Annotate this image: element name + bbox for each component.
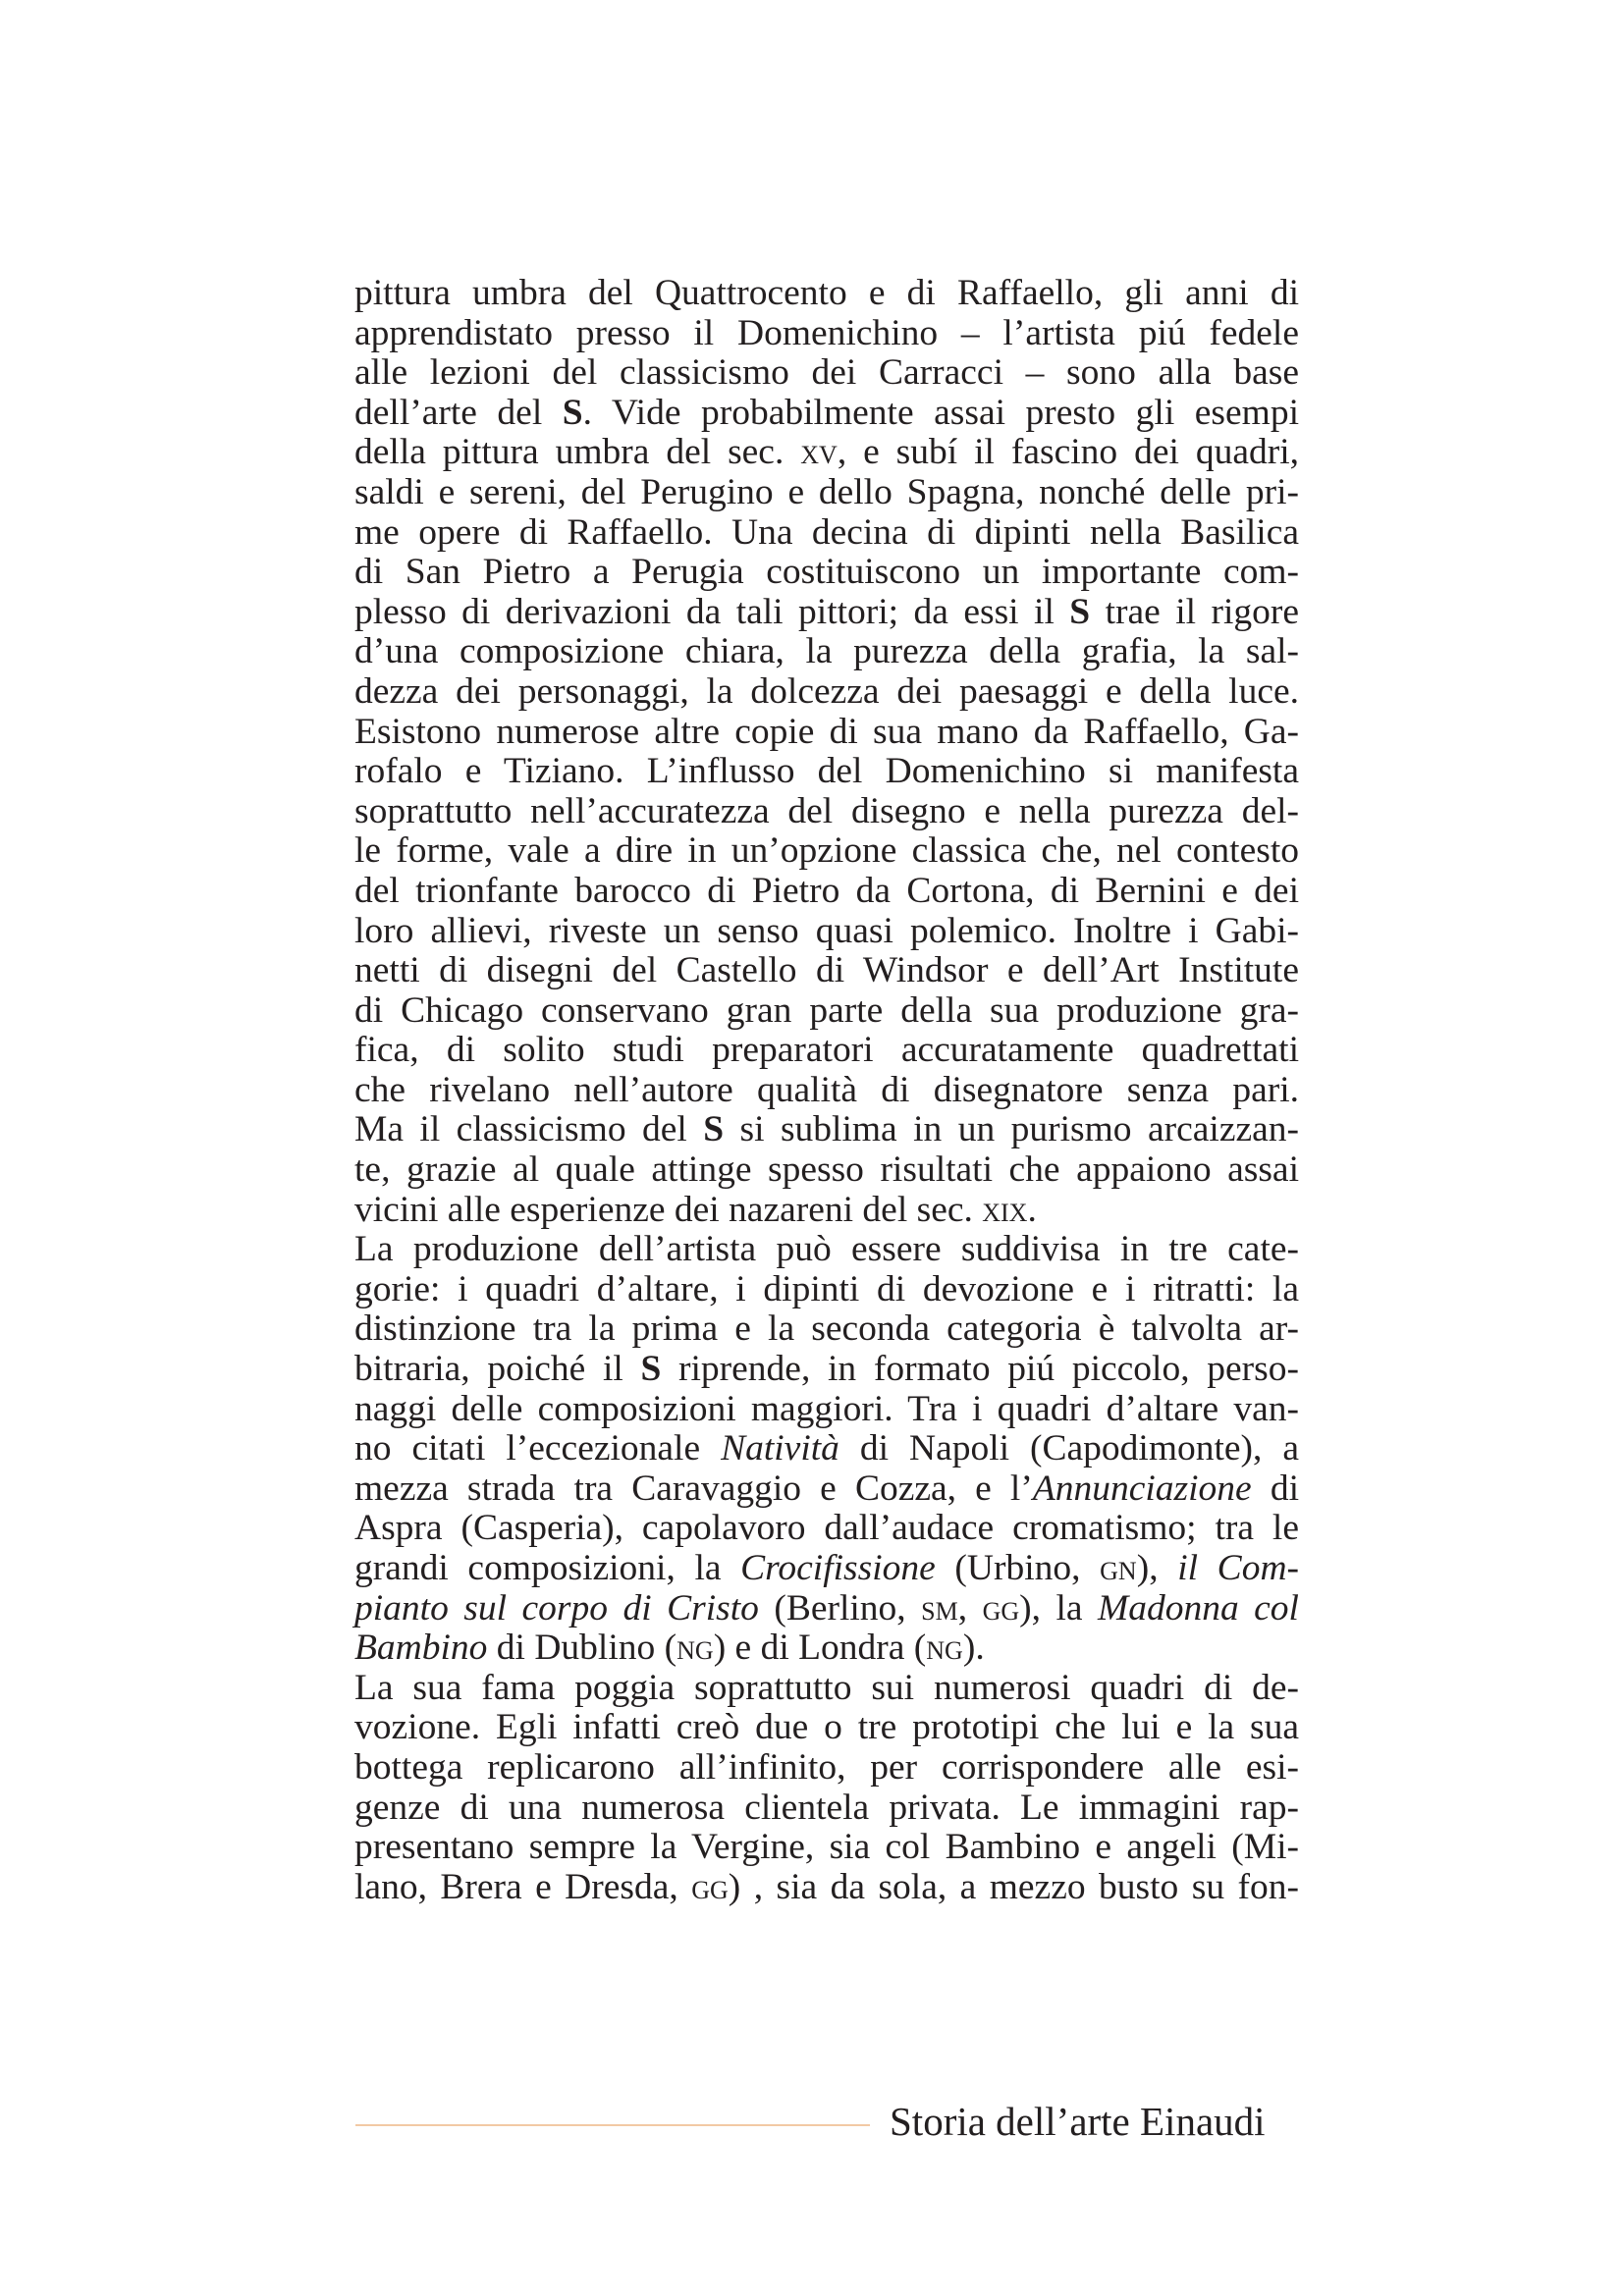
text-line: pianto sul corpo di Cristo (Berlino, sm, gg), la Madonna col	[354, 1587, 1299, 1629]
text-line: di San Pietro a Perugia costituiscono un importante com-	[354, 552, 1299, 593]
artwork-title: Natività	[721, 1428, 839, 1469]
text-line: distinzione tra la prima e la seconda categoria è talvolta ar-	[354, 1308, 1299, 1350]
artist-initial: S	[562, 392, 583, 433]
text-line: Ma il classicismo del S si sublima in un purismo arcaizzan-	[354, 1109, 1299, 1150]
text-line: Bambino di Dublino (ng) e di Londra (ng).	[354, 1628, 985, 1669]
century-numeral: xix	[982, 1189, 1028, 1230]
artwork-title: Annunciazione	[1032, 1468, 1252, 1509]
text-line: vozione. Egli infatti creò due o tre prototipi che lui e la sua	[354, 1707, 1299, 1748]
artist-initial: S	[1069, 591, 1091, 632]
text-line: bitraria, poiché il S riprende, in formato piú piccolo, perso-	[354, 1349, 1299, 1390]
text-line: d’una composizione chiara, la purezza della grafia, la sal-	[354, 631, 1299, 672]
artwork-title: Crocifissione	[740, 1548, 936, 1588]
body-text	[354, 274, 1299, 1907]
text-line: che rivelano nell’autore qualità di disegnatore senza pari.	[354, 1069, 1299, 1110]
text-line: loro allievi, riveste un senso quasi polemico. Inoltre i Gabi-	[354, 910, 1299, 951]
text-line: La sua fama poggia soprattutto sui numerosi quadri di de-	[354, 1667, 1299, 1708]
artist-initial: S	[703, 1109, 725, 1150]
text-line: vicini alle esperienze dei nazareni del sec. xix.	[354, 1189, 1037, 1230]
artist-initial: S	[640, 1349, 662, 1390]
museum-abbrev: sm	[921, 1587, 958, 1629]
text-line: mezza strada tra Caravaggio e Cozza, e l’Annunciazione di	[354, 1468, 1300, 1509]
text-line: di Chicago conservano gran parte della sua produzione gra-	[354, 989, 1299, 1031]
museum-abbrev: gn	[1100, 1548, 1137, 1588]
artwork-title: pianto sul corpo di Cristo	[354, 1587, 759, 1629]
text-line: saldi e sereni, del Perugino e dello Spagna, nonché delle pri-	[354, 471, 1299, 512]
text-line: no citati l’eccezionale Natività di Napoli (Capodimonte), a	[354, 1428, 1299, 1469]
text-line: genze di una numerosa clientela privata. Le immagini rap-	[354, 1787, 1299, 1828]
text-line: plesso di derivazioni da tali pittori; da essi il S trae il rigore	[354, 591, 1300, 632]
text-line: presentano sempre la Vergine, sia col Bambino e angeli (Mi-	[354, 1827, 1299, 1868]
text-line: grandi composizioni, la Crocifissione (Urbino, gn), il Com-	[354, 1548, 1300, 1588]
text-line: gorie: i quadri d’altare, i dipinti di devozione e i ritratti: la	[354, 1268, 1299, 1309]
text-line: Esistono numerose altre copie di sua mano da Raffaello, Ga-	[354, 711, 1299, 752]
text-line: fica, di solito studi preparatori accuratamente quadrettati	[354, 1030, 1299, 1071]
text-line: La produzione dell’artista può essere suddivisa in tre cate-	[354, 1229, 1299, 1270]
artwork-title: Bambino	[354, 1628, 488, 1669]
text-line: dell’arte del S. Vide probabilmente assai presto gli esempi	[354, 392, 1299, 433]
footer-divider	[355, 2124, 870, 2126]
text-line: soprattutto nell’accuratezza del disegno e nella purezza del-	[354, 790, 1299, 831]
museum-abbrev: gg	[691, 1866, 729, 1907]
artwork-title: Madonna col	[1097, 1587, 1299, 1629]
text-line: netti di disegni del Castello di Windsor e dell’Art Institute	[354, 950, 1299, 991]
museum-abbrev: gg	[982, 1587, 1020, 1629]
text-line: della pittura umbra del sec. xv, e subí il fascino dei quadri,	[354, 432, 1299, 473]
text-line: apprendistato presso il Domenichino – l’artista piú fedele	[354, 312, 1299, 353]
museum-abbrev: ng	[676, 1628, 714, 1669]
text-line: naggi delle composizioni maggiori. Tra i quadri d’altare van-	[354, 1388, 1299, 1429]
footer-title: Storia dell’arte Einaudi	[890, 2099, 1266, 2144]
text-line: alle lezioni del classicismo dei Carracci – sono alla base	[354, 352, 1299, 394]
text-line: pittura umbra del Quattrocento e di Raffaello, gli anni di	[354, 273, 1299, 313]
text-line: te, grazie al quale attinge spesso risultati che appaiono assai	[354, 1149, 1299, 1191]
museum-abbrev: ng	[926, 1628, 963, 1669]
century-numeral: xv	[800, 432, 838, 473]
artwork-title: il Com-	[1177, 1548, 1300, 1588]
text-line: lano, Brera e Dresda, gg) , sia da sola, a mezzo busto su fon-	[354, 1866, 1299, 1907]
text-line: bottega replicarono all’infinito, per corrispondere alle esi-	[354, 1746, 1299, 1788]
text-line: rofalo e Tiziano. L’influsso del Domenichino si manifesta	[354, 751, 1299, 792]
text-line: me opere di Raffaello. Una decina di dipinti nella Basilica	[354, 511, 1299, 553]
text-line: Aspra (Casperia), capolavoro dall’audace cromatismo; tra le	[354, 1508, 1299, 1549]
text-line: del trionfante barocco di Pietro da Cortona, di Bernini e dei	[354, 870, 1299, 911]
text-line: dezza dei personaggi, la dolcezza dei paesaggi e della luce.	[354, 670, 1299, 712]
text-line: le forme, vale a dire in un’opzione classica che, nel contesto	[354, 830, 1299, 872]
